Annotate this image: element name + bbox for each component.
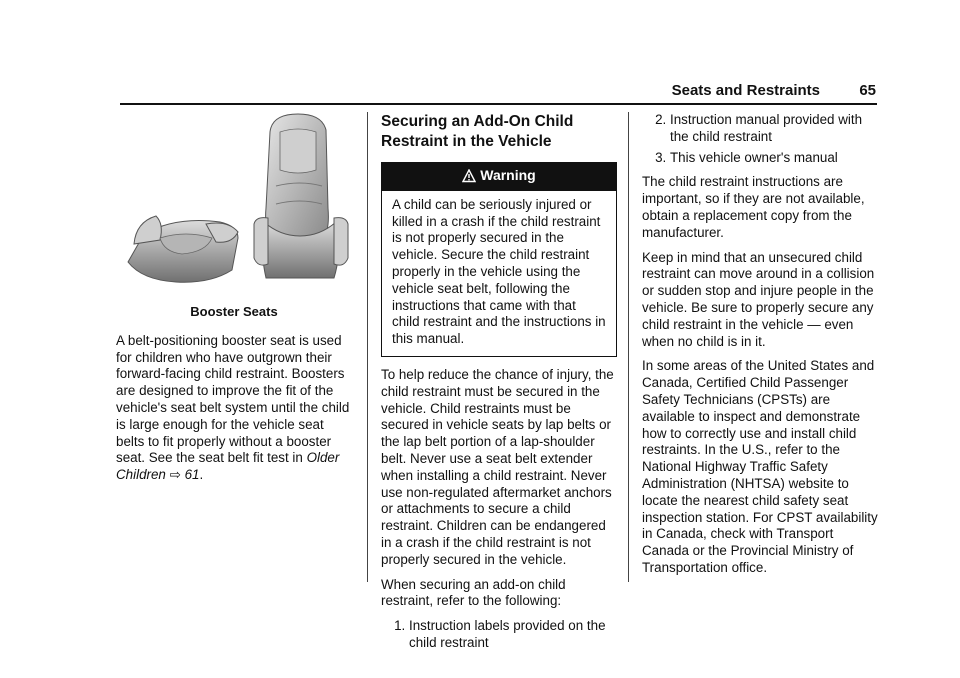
warning-title: Warning bbox=[480, 167, 536, 183]
section-title: Seats and Restraints bbox=[671, 82, 820, 99]
paragraph: In some areas of the United States and Canada, Certified Child Passenger Safety Technicians (CPSTs) are available to inspect and demonstrate how to correctly use and install child restraints. In the U.S., refer to the National Highway Traffic Safety Administration (NHTSA) website to locate the nearest child safety seat inspection station. For CPST availability in Canada, check with Transport Canada or the Provincial Ministry of Transportation office. bbox=[642, 358, 878, 575]
booster-paragraph: A belt-positioning booster seat is used for children who have outgrown their forward-facing child restraint. Boosters are designed to improve the fit of the vehicle's seat belt system until the child is large enough for the vehicle seat belts to fit properly without a booster seat. See the seat belt fit test in Older Children ⇨ 61. bbox=[116, 332, 350, 483]
paragraph: When securing an add-on child restraint, refer to the following: bbox=[381, 576, 566, 609]
page-number: 65 bbox=[859, 82, 876, 99]
column-divider bbox=[367, 112, 368, 582]
backless-booster-icon bbox=[128, 216, 238, 282]
booster-seats-illustration bbox=[116, 112, 352, 302]
column-divider bbox=[628, 112, 629, 582]
warning-header bbox=[382, 163, 616, 191]
cross-reference-page[interactable]: 61 bbox=[184, 467, 200, 483]
reference-list-continued bbox=[642, 112, 878, 166]
column-2 bbox=[381, 112, 617, 660]
list-item: 2. Instruction manual provided with the child restraint bbox=[670, 112, 878, 146]
paragraph: To help reduce the chance of injury, the child restraint must be secured in the vehicle. Child restraints must be secured in vehicle seats by lap belts or the lap belt portion of a lap-shoulder belt. Never use a seat belt extender when installing a child restraint. Never use non-regulated aftermarket anchors or attachments to secure a child restraint. Children can be endangered in a crash if the child restraint is not properly secured in the vehicle. bbox=[381, 366, 614, 567]
cross-reference-link[interactable]: Older Children bbox=[116, 450, 340, 483]
high-back-booster-icon bbox=[254, 114, 348, 278]
warning-box bbox=[381, 162, 617, 357]
section-heading: Securing an Add-On Child Restraint in the Vehicle bbox=[381, 113, 574, 150]
paragraph: Keep in mind that an unsecured child restraint can move around in a collision or sudden stop and injure people in the vehicle. Be sure to properly secure any child restraint in the vehicle — even when no child is in it. bbox=[642, 249, 875, 349]
column-3 bbox=[642, 112, 878, 585]
column-1 bbox=[116, 112, 352, 492]
figure-caption: Booster Seats bbox=[190, 304, 278, 319]
page-header bbox=[120, 80, 880, 104]
page-ref-arrow-icon: ⇨ bbox=[169, 467, 181, 483]
warning-text: A child can be seriously injured or killed in a crash if the child restraint is not properly secured in the vehicle. Secure the child restraint properly in the vehicle using the vehicle seat belt, following the instructions that came with that child restraint and the instructions in this manual. bbox=[392, 196, 606, 347]
warning-icon bbox=[462, 169, 476, 187]
header-rule bbox=[120, 103, 877, 105]
paragraph: The child restraint instructions are important, so if they are not available, obtain a replacement copy from the manufacturer. bbox=[642, 174, 865, 240]
list-item: 3. This vehicle owner's manual bbox=[670, 150, 878, 167]
reference-list bbox=[381, 618, 617, 652]
list-item: 1. Instruction labels provided on the child restraint bbox=[409, 618, 617, 652]
